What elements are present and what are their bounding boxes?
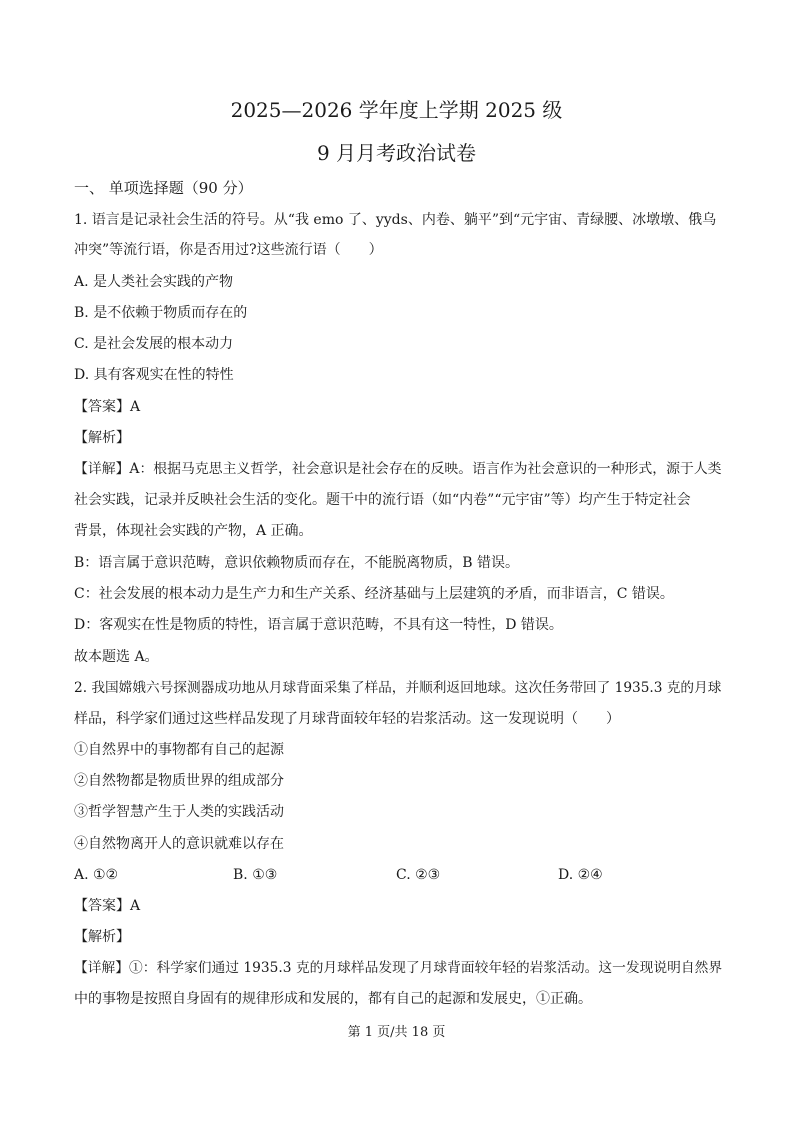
q2-item-3: ③哲学智慧产生于人类的实践活动 [74,804,284,820]
q1-stem-line1: 1. 语言是记录社会生活的符号。从“我 emo 了、yyds、内卷、躺平”到“元宇宙、青绿腰、冰墩墩、俄乌 [74,212,717,228]
page-subtitle: 9 月月考政治试卷 [316,141,477,165]
page-title: 2025—2026 学年度上学期 2025 级 [230,98,563,122]
q1-conclusion: 故本题选 A。 [74,649,159,665]
q2-detail-line2: 中的事物是按照自身固有的规律形成和发展的，都有自己的起源和发展史，①正确。 [74,991,592,1007]
q1-option-d: D. 具有客观实在性的特性 [74,367,234,383]
q1-option-c: C. 是社会发展的根本动力 [74,336,234,352]
q2-item-2: ②自然物都是物质世界的组成部分 [74,773,284,789]
q2-option-a: A. ①② [74,867,119,883]
q2-analysis-label: 【解析】 [74,929,130,945]
q1-detail-d: D：客观实在性是物质的特性，语言属于意识范畴，不具有这一特性，D 错误。 [74,617,563,633]
q1-detail-line1: 【详解】A：根据马克思主义哲学，社会意识是社会存在的反映。语言作为社会意识的一种形式，源于人类 [74,461,722,477]
q2-item-4: ④自然物离开人的意识就难以存在 [74,836,284,852]
q1-stem-line2: 冲突”等流行语，你是否用过?这些流行语（ ） [74,242,383,258]
q2-stem-line2: 样品，科学家们通过这些样品发现了月球背面较年轻的岩浆活动。这一发现说明（ ） [74,711,620,727]
q2-item-1: ①自然界中的事物都有自己的起源 [74,742,284,758]
q2-option-d: D. ②④ [558,867,603,883]
q1-detail-c: C：社会发展的根本动力是生产力和生产关系、经济基础与上层建筑的矛盾，而非语言，C 错误。 [74,586,674,602]
q1-analysis-label: 【解析】 [74,430,130,446]
q2-stem-line1: 2. 我国嫦娥六号探测器成功地从月球背面采集了样品，并顺利返回地球。这次任务带回了 1935.3 克的月球 [74,680,722,696]
q1-option-a: A. 是人类社会实践的产物 [74,274,234,290]
q1-detail-b: B：语言属于意识范畴，意识依赖物质而存在，不能脱离物质，B 错误。 [74,555,520,571]
q2-detail-line1: 【详解】①：科学家们通过 1935.3 克的月球样品发现了月球背面较年轻的岩浆活动。这一发现说明自然界 [74,960,723,976]
page-number: 第 1 页/共 18 页 [347,1025,446,1040]
q2-option-c: C. ②③ [396,867,441,883]
section-heading: 一、 单项选择题（90 分） [74,179,253,197]
q1-answer: 【答案】A [74,399,141,415]
q1-option-b: B. 是不依赖于物质而存在的 [74,305,248,321]
q1-detail-line2: 社会实践，记录并反映社会生活的变化。题干中的流行语（如“内卷”“元宇宙”等）均产生于特定社会 [74,492,691,508]
q2-answer: 【答案】A [74,898,141,914]
q1-detail-line3: 背景，体现社会实践的产物，A 正确。 [74,523,313,539]
q2-option-b: B. ①③ [233,867,278,883]
